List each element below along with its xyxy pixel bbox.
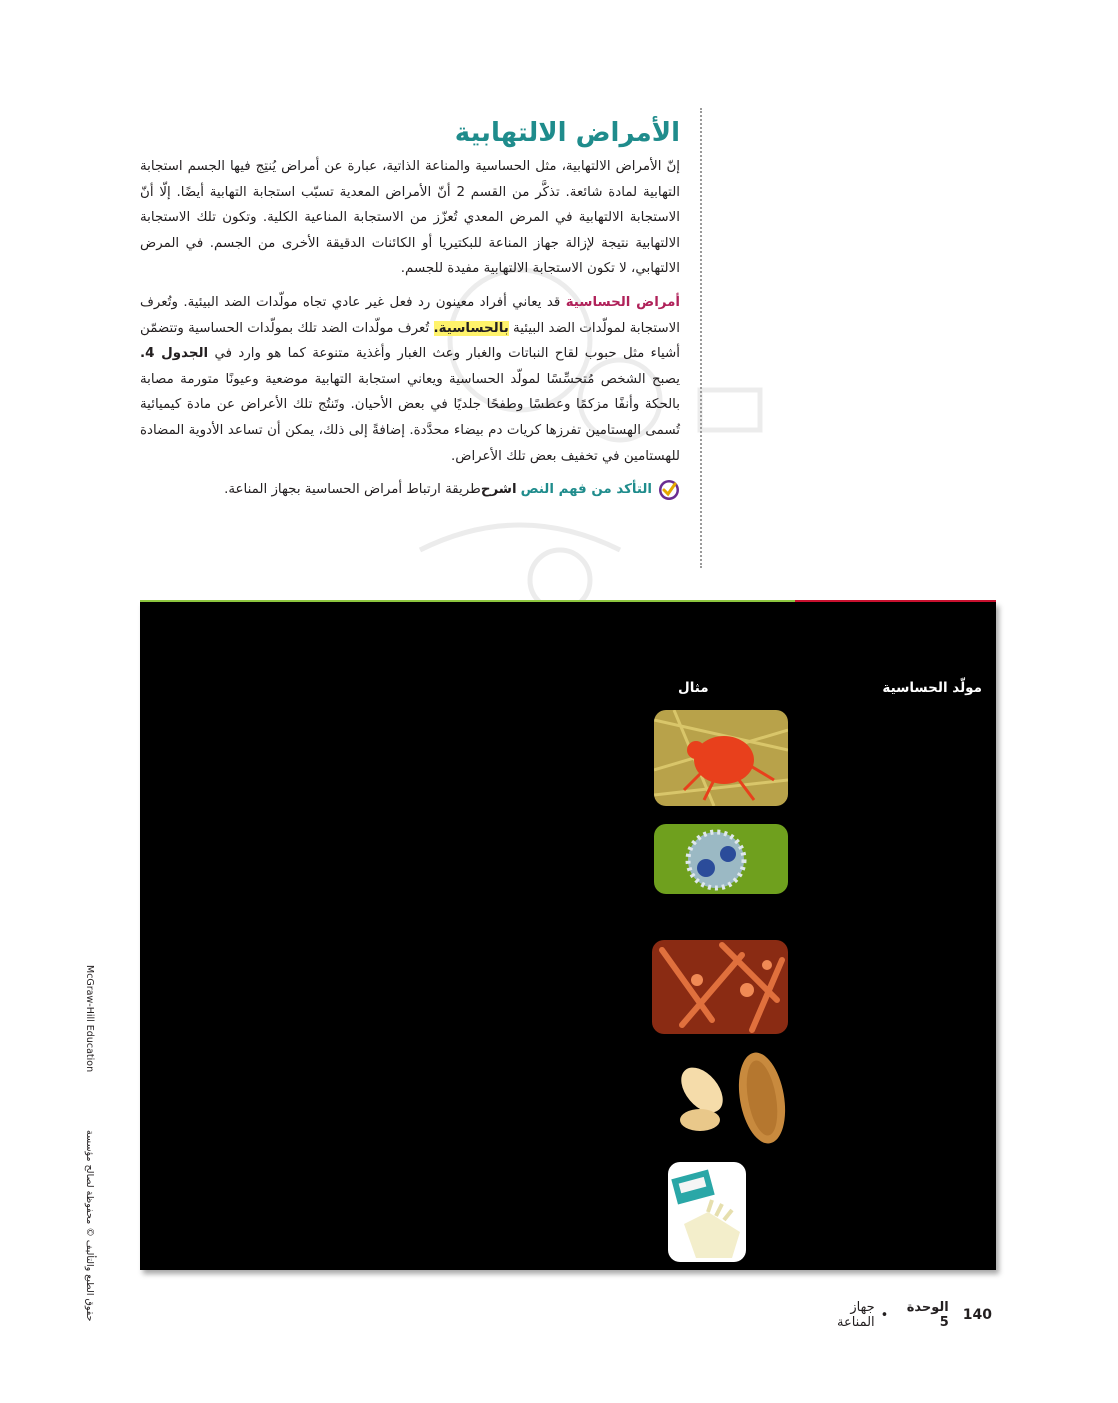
reading-check-text: طريقة ارتباط أمراض الحساسية بجهاز المناعة. bbox=[224, 482, 481, 498]
column-divider bbox=[700, 108, 702, 568]
checkmark-icon bbox=[658, 479, 680, 501]
copyright-notice: حقوق الطبع والتأليف © محفوظة لصالح مؤسسة bbox=[84, 1130, 95, 1322]
reading-check-label: التأكد من فهم النص bbox=[520, 482, 652, 498]
section-heading: الأمراض الالتهابية bbox=[454, 118, 680, 148]
allergen-table bbox=[140, 602, 996, 1270]
allergy-text-b: تُعرف مولّدات الضد تلك بمولّدات الحساسية وتتضمّن أشياء مثل حبوب لقاح النباتات والغبار وعث الغبار وأغذية متنوعة كما هو وارد في bbox=[140, 320, 681, 362]
unit-label: الوحدة 5 bbox=[906, 1300, 949, 1330]
table-top-rule bbox=[140, 600, 795, 602]
page-number: 140 bbox=[962, 1307, 992, 1323]
peanut-image bbox=[662, 1050, 794, 1150]
table-reference: الجدول 4. bbox=[140, 346, 209, 362]
footer-separator: • bbox=[880, 1307, 889, 1323]
page-footer bbox=[810, 1300, 992, 1330]
intro-paragraph: إنّ الأمراض الالتهابية، مثل الحساسية والمناعة الذاتية، عبارة عن أمراض يُنتِج فيها الجسم استجابة التهابية لمادة شائعة. تذكَّر من القسم 2 أنّ الأمراض المعدية تسبّب استجابة التهابية أيضًا. إلّا أنّ الاستجابة الالتهابية في المرض المعدي تُعزّز من الاستجابة المناعية الكلية. وتكون تلك الاستجابة الالتهابية نتيجة لإزالة جهاز المناعة للبكتيريا أو الكائنات الدقيقة الأخرى من الجسم. في المرض الالتهابي، لا تكون الاستجابة الالتهابية مفيدة للجسم. bbox=[140, 159, 680, 277]
col-header-example: مثال bbox=[678, 680, 709, 696]
allergy-term: أمراض الحساسية bbox=[565, 294, 680, 310]
mold-image bbox=[652, 940, 788, 1034]
gloves-image bbox=[668, 1162, 746, 1262]
table-top-rule-red bbox=[795, 600, 996, 602]
allergy-text-a: قد يعاني أفراد معينون رد فعل غير عادي تجاه مولّدات الضد البيئية. وتُعرف الاستجابة لمولّدات الضد البيئية bbox=[140, 294, 680, 336]
publisher-credit: McGraw-Hill Education bbox=[84, 965, 95, 1073]
pollen-image bbox=[654, 824, 788, 894]
col-header-allergen: مولّد الحساسية bbox=[882, 680, 982, 696]
dust-mite-image bbox=[654, 710, 788, 806]
chapter-title: جهاز المناعة bbox=[836, 1300, 875, 1330]
reading-check bbox=[140, 477, 680, 503]
main-text-column bbox=[140, 118, 680, 503]
allergy-highlight: بالحساسية. bbox=[433, 320, 509, 336]
allergy-paragraph bbox=[140, 290, 680, 469]
reading-check-verb: اشرح bbox=[480, 482, 517, 498]
allergy-text-c: يصبح الشخص مُتحسِّسًا لمولّد الحساسية ويعاني استجابة التهابية موضعية وعيونًا متورمة مصابة بالحكة وأنفًا مزكمًا وعطسًا وطفحًا جلديًا في بعض الأحيان. وتَنتُج تلك الأعراض عن مادة كيميائية تُسمى الهستامين تفرزها كريات دم بيضاء محدَّدة. إضافةً إلى ذلك، يمكن أن تساعد الأدوية المضادة للهستامين في تخفيف بعض تلك الأعراض. bbox=[140, 371, 680, 464]
